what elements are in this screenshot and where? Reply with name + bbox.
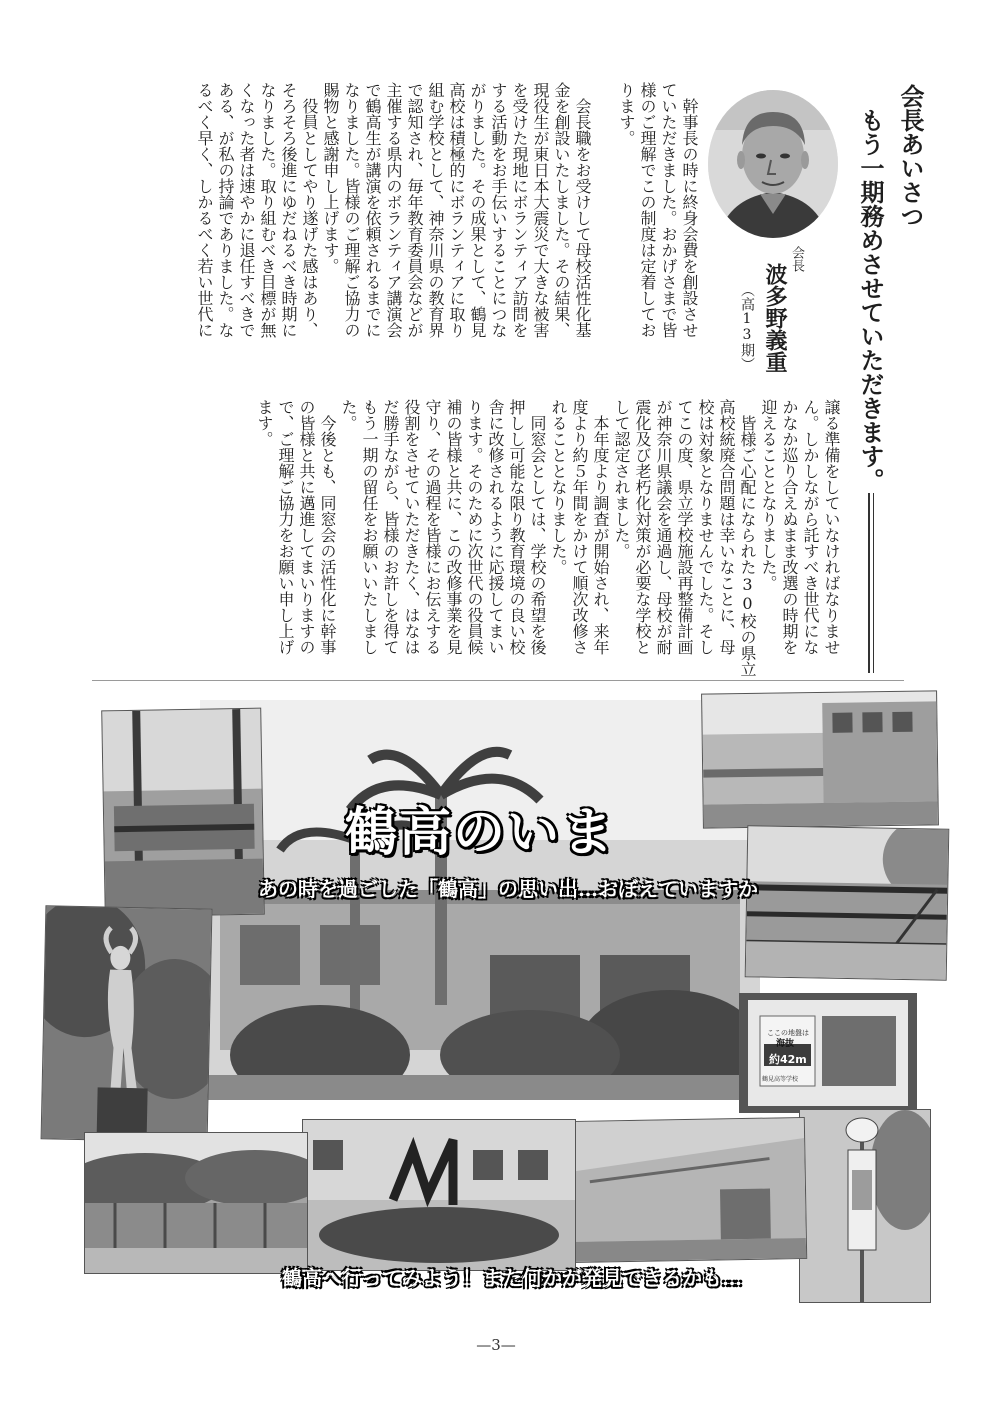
body-line: で、ご理解ご協力をお願い申し上げ xyxy=(276,399,295,655)
body-line: する活動をお手伝いすることにつな xyxy=(489,82,508,338)
entrance-monument-photo xyxy=(303,1120,575,1270)
body-line: ん。しかしながら託すべき世代にな xyxy=(801,399,820,655)
sign-elevation-label: 海抜 xyxy=(776,1039,795,1049)
body-line: だ勝手ながら、皆様のお許しを得て xyxy=(381,399,400,655)
sign-caption-top: ここの地盤は xyxy=(767,1029,809,1037)
body-line: 譲る準備をしていなければなりませ xyxy=(822,399,841,655)
body-line: なりました。皆様のご理解ご協力の xyxy=(342,82,361,338)
bus-stop-photo xyxy=(800,1110,930,1302)
gymnasium-photo xyxy=(702,691,938,827)
body-line: 震化及び老朽化対策が必要な学校と xyxy=(633,399,652,655)
byline-role: 会長 xyxy=(789,246,804,272)
body-line: 役割をさせていただきたく、はなは xyxy=(402,399,421,655)
body-line: 高校統廃合問題は幸いなことに、母 xyxy=(717,399,736,655)
collage-title: 鶴高のいま xyxy=(345,802,616,863)
body-line: ります。 xyxy=(617,82,636,146)
body-line: 役員としてやり遂げた感はあり、 xyxy=(300,82,319,338)
body-line: 主催する県内のボランティア講演会 xyxy=(384,82,403,338)
sign-school-name: 鶴見高等学校 xyxy=(762,1076,799,1083)
body-line: 補の皆様と共に、この改修事業を見 xyxy=(444,399,463,655)
body-line: で鶴高生が講演を依頼されるまでに xyxy=(363,82,382,338)
article-title: もう一期務めさせていただきます。 xyxy=(856,108,885,492)
body-line: ります。そのために次世代の役員候 xyxy=(465,399,484,655)
elevation-sign-photo xyxy=(740,994,916,1112)
body-line: 校は対象となりませんでした。そし xyxy=(696,399,715,655)
body-line: ます。 xyxy=(255,399,274,447)
body-line: 賜物と感謝申し上げます。 xyxy=(321,82,340,274)
body-line: 迎えることとなりました。 xyxy=(759,399,778,591)
sign-elevation-value: 約42m xyxy=(769,1053,807,1066)
body-line: 高校は積極的にボランティアに取り xyxy=(447,82,466,338)
title-rule xyxy=(868,493,874,673)
section-heading: 会長あいさつ xyxy=(896,84,925,228)
body-line: れることとなりました。 xyxy=(549,399,568,575)
body-line: 本年度より調査が開始され、来年 xyxy=(591,399,610,655)
body-line: して認定されました。 xyxy=(612,399,631,559)
body-line: た。 xyxy=(339,399,358,431)
byline-generation: （高13期） xyxy=(739,283,755,371)
body-line: ていただきました。おかげさまで皆 xyxy=(659,82,678,338)
body-line: そろそろ後進にゆだねるべき時期に xyxy=(279,82,298,338)
body-line: 現役生が東日本大震災で大きな被害 xyxy=(531,82,550,338)
body-line: てこの度、県立学校施設再整備計画 xyxy=(675,399,694,655)
body-line: 同窓会としては、学校の希望を後 xyxy=(528,399,547,655)
body-line: で認知され、毎年教育委員会などが xyxy=(405,82,424,338)
statue-photo xyxy=(42,906,212,1141)
courtyard-photo xyxy=(85,1133,307,1273)
body-line: 会長職をお受けして母校活性化基 xyxy=(573,82,592,338)
body-line: を受けた現地にボランティア訪問を xyxy=(510,82,529,338)
body-line: 押しし可能な限り教育環境の良い校 xyxy=(507,399,526,655)
byline-name: 波多野義重 xyxy=(762,263,788,373)
body-line: ある、が私の持論でありました。な xyxy=(216,82,235,338)
president-portrait xyxy=(708,90,838,238)
body-line: がりました。その成果として、鶴見 xyxy=(468,82,487,338)
page-number: —3— xyxy=(476,1336,516,1354)
body-line: 幹事長の時に終身会費を創設させ xyxy=(680,82,699,338)
section-divider xyxy=(92,680,904,681)
body-line: が神奈川県議会を通過し、母校が耐 xyxy=(654,399,673,655)
gym-side-photo xyxy=(569,1118,806,1262)
body-line: もう一期の留任をお願いいたしまし xyxy=(360,399,379,655)
body-line: かなか巡り合えぬまま改選の時期を xyxy=(780,399,799,655)
body-line: なりました。取り組むべき目標が無 xyxy=(258,82,277,338)
body-line: 今後とも、同窓会の活性化に幹事 xyxy=(318,399,337,655)
collage-subtitle: あの時を過ごした「鶴高」の思い出…おぼえていますか xyxy=(258,877,758,901)
body-line: 度より約５年間をかけて順次改修さ xyxy=(570,399,589,655)
portrait-photo xyxy=(708,90,838,238)
body-line: 組む学校として、神奈川県の教育界 xyxy=(426,82,445,338)
body-line: くなった者は速やかに退任すべきで xyxy=(237,82,256,338)
body-line: の皆様と共に邁進してまいりますの xyxy=(297,399,316,655)
body-line: 様のご理解でこの制度は定着してお xyxy=(638,82,657,338)
old-building-photo xyxy=(102,709,264,917)
body-line: 舎に改修されるように応援してまい xyxy=(486,399,505,655)
corridor-building-photo xyxy=(746,826,949,979)
body-line: 金を創設いたしました。その結果、 xyxy=(552,82,571,338)
body-line: るべく早く、しかるべく若い世代に xyxy=(195,82,214,338)
collage-bottom-caption: 鶴高へ行ってみよう！また何かが発見できるかも… xyxy=(282,1266,742,1290)
body-line: 守り、その過程を皆様にお伝えする xyxy=(423,399,442,655)
body-line: 皆様ご心配になられた30校の県立 xyxy=(738,399,757,677)
